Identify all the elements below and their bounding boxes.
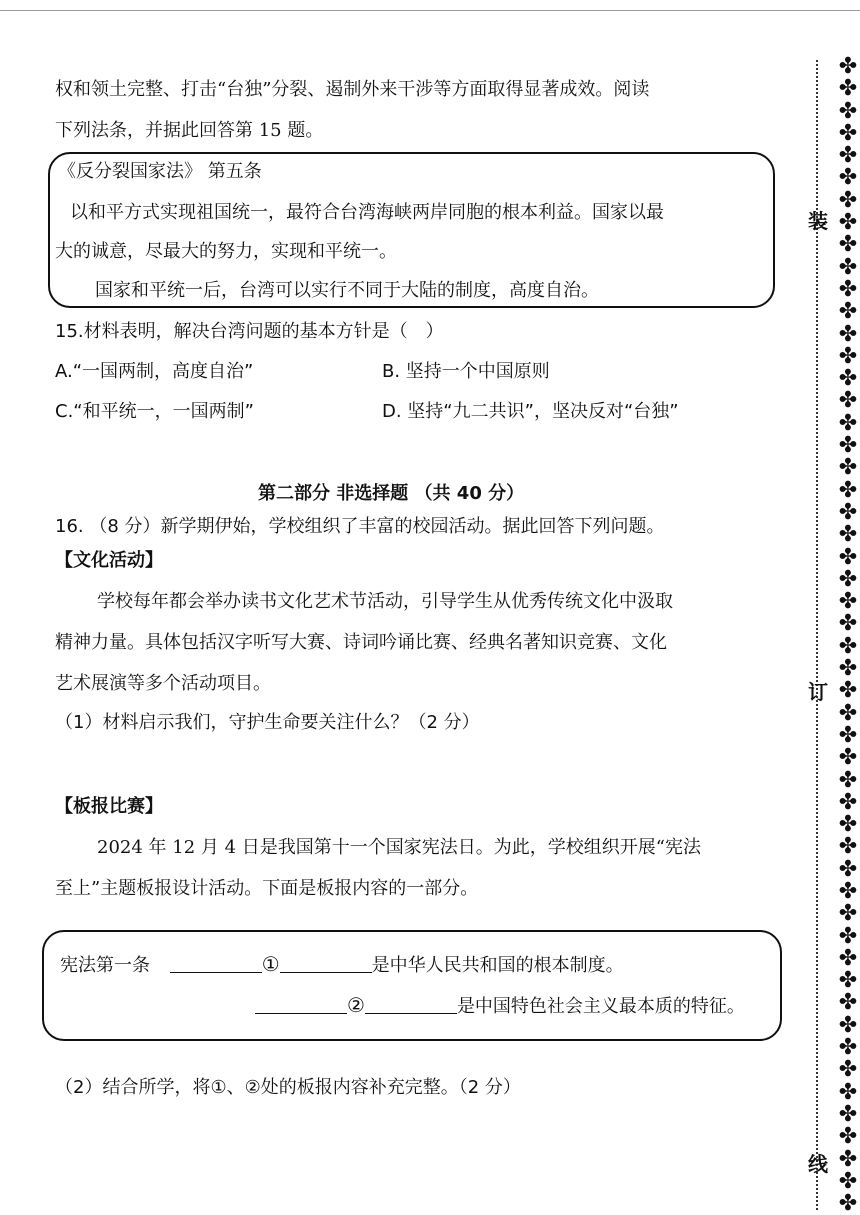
part2-heading: 第二部分 非选择题 （共 40 分）: [258, 483, 525, 504]
board-line-2: 至上”主题板报设计活动。下面是板报内容的一部分。: [55, 878, 479, 899]
binding-label-ding: 订: [808, 680, 828, 704]
page-top-border: [0, 10, 860, 11]
blank-2-left: [255, 995, 347, 1014]
q16-stem: 16. （8 分）新学期伊始，学校组织了丰富的校园活动。据此回答下列问题。: [55, 516, 665, 537]
culture-heading: 【文化活动】: [55, 550, 163, 571]
culture-line-2: 精神力量。具体包括汉字听写大赛、诗词吟诵比赛、经典名著知识竞赛、文化: [55, 632, 667, 653]
board-fill-line-2: [255, 993, 745, 1019]
q15-option-d: D. 坚持“九二共识”，坚决反对“台独”: [382, 401, 679, 422]
law-title: 《反分裂国家法》 第五条: [58, 161, 262, 182]
law-line-3: 国家和平统一后，台湾可以实行不同于大陆的制度，高度自治。: [95, 280, 599, 301]
circled-mark-1: ①: [261, 952, 280, 976]
blank-1-right: [280, 954, 372, 973]
q15-intro-line-2: 下列法条，并据此回答第 15 题。: [55, 120, 324, 141]
blank-1-left: [170, 954, 262, 973]
binding-label-zhuang: 装: [808, 209, 828, 233]
law-line-1: 以和平方式实现祖国统一，最符合台湾海峡两岸同胞的根本利益。国家以最: [70, 202, 664, 223]
blank-2-right: [365, 995, 457, 1014]
board-text-2: 是中国特色社会主义最本质的特征。: [456, 996, 745, 1017]
board-line-1: 2024 年 12 月 4 日是我国第十一个国家宪法日。为此，学校组织开展“宪法: [97, 837, 701, 858]
q15-option-c: C.“和平统一，一国两制”: [55, 401, 254, 422]
law-line-2: 大的诚意，尽最大的努力，实现和平统一。: [55, 241, 397, 262]
board-heading: 【板报比赛】: [55, 796, 163, 817]
board-prefix: 宪法第一条: [60, 955, 150, 976]
q16-sub-question-1: （1）材料启示我们，守护生命要关注什么？（2 分）: [55, 712, 480, 733]
board-text-1: 是中华人民共和国的根本制度。: [371, 955, 624, 976]
q15-option-b: B. 坚持一个中国原则: [382, 361, 550, 382]
board-fill-line-1: [60, 952, 624, 978]
q15-option-a: A.“一国两制，高度自治”: [55, 361, 254, 382]
binding-label-xian: 线: [808, 1152, 828, 1176]
circled-mark-2: ②: [347, 993, 365, 1017]
board-content-box: [42, 930, 782, 1041]
decorative-gear-border: ✤ ✤ ✤ ✤ ✤ ✤ ✤ ✤ ✤ ✤ ✤ ✤ ✤ ✤ ✤ ✤ ✤ ✤ ✤ ✤ ✤ ✤ ✤ ✤ ✤ ✤ ✤ ✤ ✤ ✤ ✤ ✤ ✤ ✤ ✤ ✤ ✤ ✤ ✤ ✤ ✤ ✤ ✤ ✤ ✤ ✤ ✤ ✤ ✤ ✤ ✤ ✤: [838, 56, 858, 1215]
culture-line-1: 学校每年都会举办读书文化艺术节活动，引导学生从优秀传统文化中汲取: [97, 591, 673, 612]
q15-stem: 15.材料表明，解决台湾问题的基本方针是（ ）: [55, 321, 444, 342]
q15-intro-line-1: 权和领土完整、打击“台独”分裂、遏制外来干涉等方面取得显著成效。阅读: [55, 79, 650, 100]
culture-line-3: 艺术展演等多个活动项目。: [55, 673, 271, 694]
q16-sub-question-2: （2）结合所学，将①、②处的板报内容补充完整。（2 分）: [55, 1077, 521, 1098]
